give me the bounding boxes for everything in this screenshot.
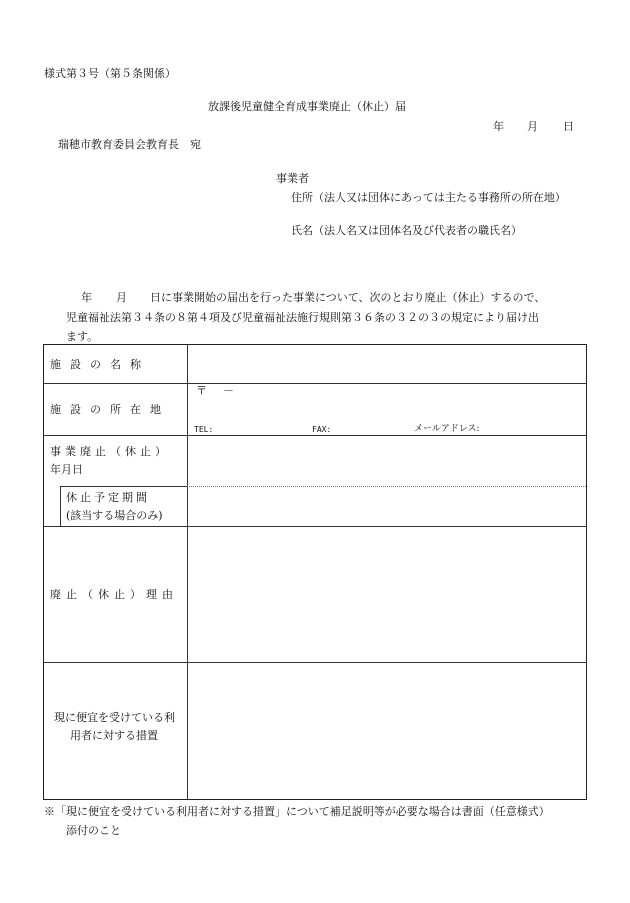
row-divider bbox=[60, 486, 187, 487]
row-divider bbox=[44, 435, 586, 436]
addressee: 瑞穂市教育委員会教育長 宛 bbox=[58, 138, 201, 151]
footnote-line-1: ※「現に便宜を受けている利用者に対する措置」について補足説明等が必要な場合は書面（任意様式） bbox=[44, 805, 550, 818]
postal-dash: － bbox=[223, 384, 234, 397]
closure-reason-label: 廃止（休止）理由 bbox=[50, 588, 178, 601]
operator-address-label: 住所（法人又は団体にあっては主たる事務所の所在地） bbox=[291, 191, 566, 204]
body-line-3: ます。 bbox=[66, 330, 99, 343]
email-label: メールアドレス: bbox=[414, 424, 480, 434]
fax-label: FAX: bbox=[312, 425, 332, 434]
facility-name-field[interactable] bbox=[189, 346, 585, 382]
footnote-line-2: 添付のこと bbox=[66, 824, 121, 837]
closure-date-field[interactable] bbox=[189, 437, 585, 485]
body-line-1-text: 日に事業開始の届出を行った事業について、次のとおり廃止（休止）するので、 bbox=[150, 291, 546, 304]
body-year-label: 年 bbox=[81, 291, 92, 304]
body-month-label: 月 bbox=[116, 291, 127, 304]
user-measures-field[interactable] bbox=[189, 664, 585, 798]
suspension-period-note: (該当する場合のみ) bbox=[66, 509, 163, 522]
suspension-period-field[interactable] bbox=[189, 488, 585, 525]
operator-label: 事業者 bbox=[276, 172, 309, 185]
date-day-label: 日 bbox=[563, 120, 574, 133]
date-year-label: 年 bbox=[493, 120, 504, 133]
facility-address-label: 施設の所在地 bbox=[50, 403, 170, 416]
user-measures-label-line-2: 用者に対する措置 bbox=[70, 729, 158, 742]
row-divider-dashed bbox=[187, 486, 586, 487]
suspension-period-label: 休止予定期間 bbox=[66, 491, 150, 504]
notification-form-table bbox=[43, 344, 587, 800]
closure-reason-field[interactable] bbox=[189, 528, 585, 661]
column-divider bbox=[187, 345, 188, 799]
facility-name-label: 施設の名称 bbox=[50, 358, 150, 371]
row-divider bbox=[44, 662, 586, 663]
operator-name-label: 氏名（法人名又は団体名及び代表者の職氏名） bbox=[291, 224, 522, 237]
tel-label: TEL: bbox=[194, 425, 214, 434]
row-divider bbox=[44, 526, 586, 527]
body-line-2: 児童福祉法第３４条の８第４項及び児童福祉法施行規則第３６条の３２の３の規定により届け出 bbox=[66, 311, 539, 324]
date-month-label: 月 bbox=[527, 120, 538, 133]
closure-date-label-line-2: 年月日 bbox=[50, 463, 83, 476]
document-title: 放課後児童健全育成事業廃止（休止）届 bbox=[208, 100, 406, 113]
postal-mark: 〒 bbox=[196, 384, 207, 397]
facility-address-field[interactable] bbox=[189, 397, 585, 421]
row-divider bbox=[44, 383, 586, 384]
closure-date-label-line-1: 事業廃止（休止） bbox=[50, 445, 170, 458]
sub-row-indent-line bbox=[60, 486, 61, 526]
user-measures-label-line-1: 現に便宜を受けている利 bbox=[54, 711, 175, 724]
form-number: 様式第３号（第５条関係） bbox=[44, 67, 176, 80]
